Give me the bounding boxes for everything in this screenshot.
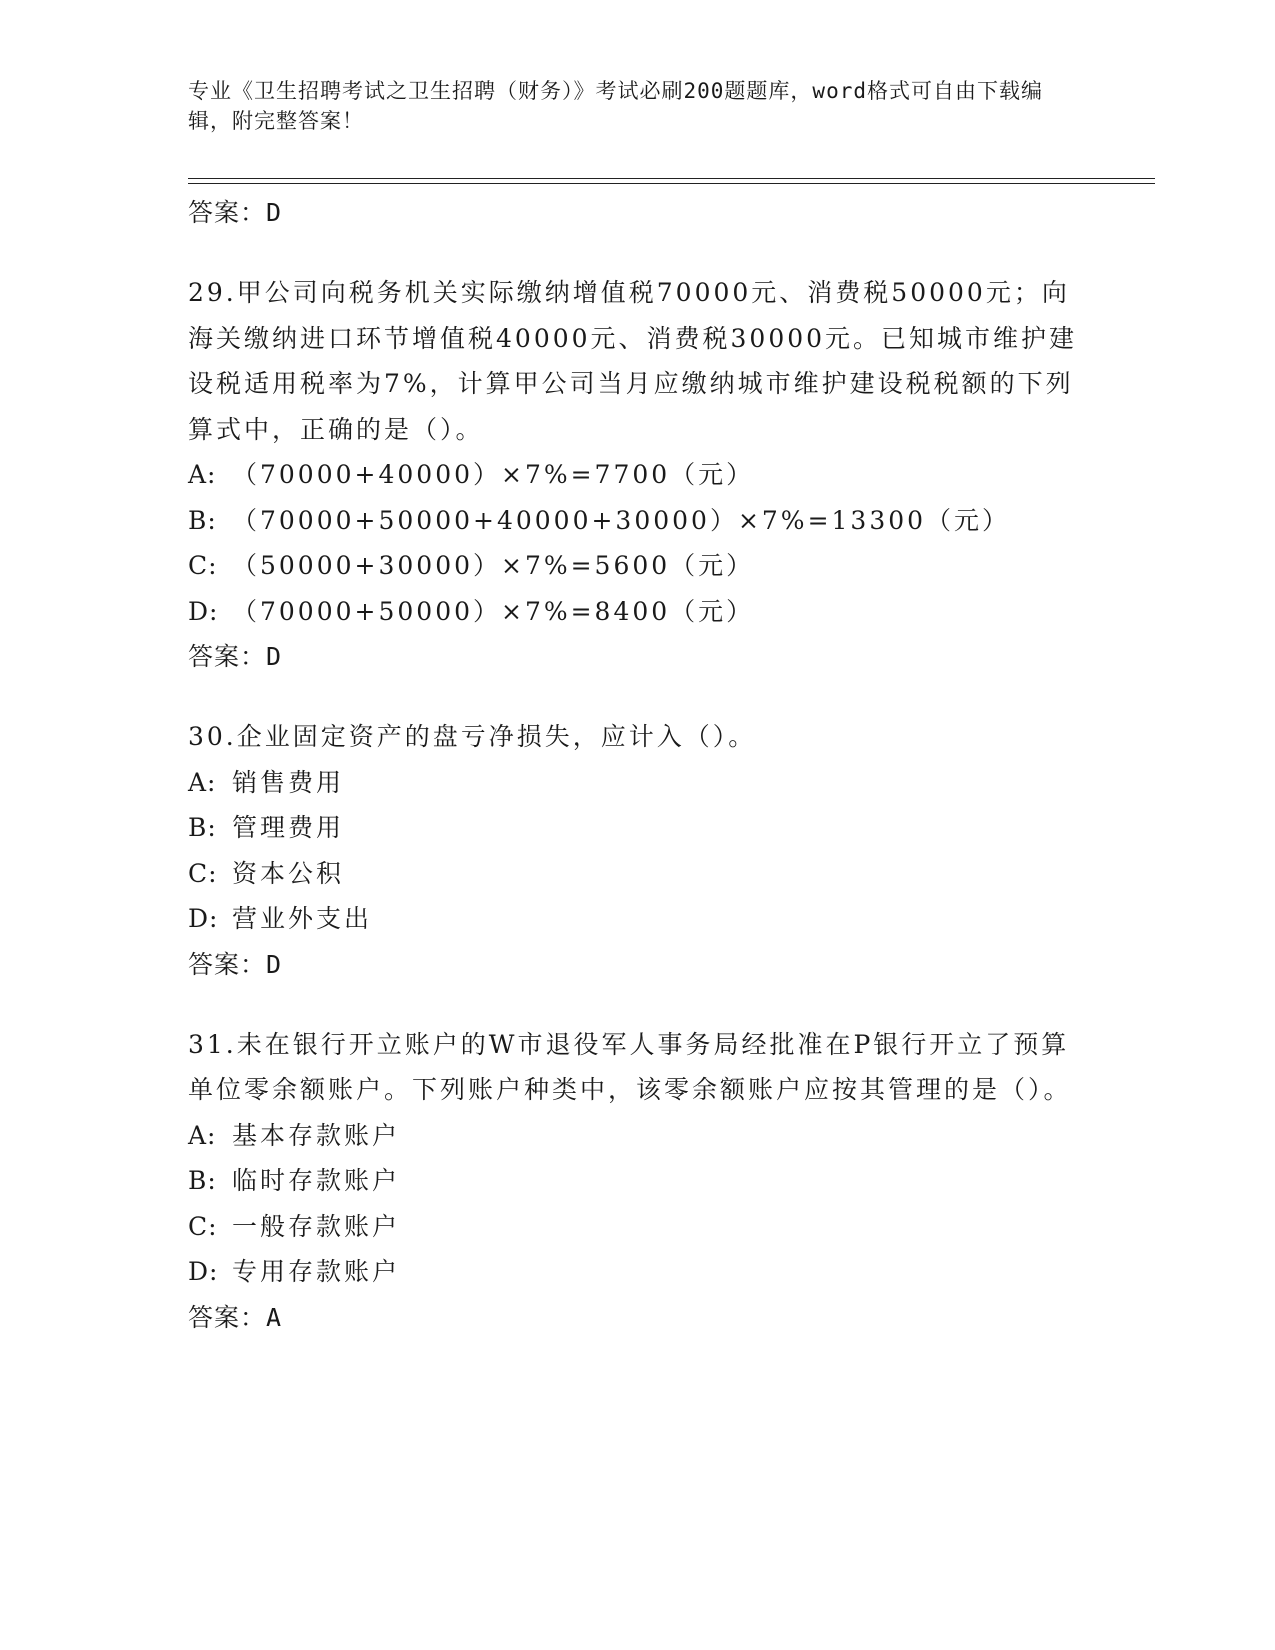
option-letter: C:: [188, 1211, 218, 1241]
option-a: [188, 760, 1088, 806]
option-d: [188, 896, 1088, 942]
option-a: [188, 1113, 1088, 1159]
option-a: [188, 452, 1088, 498]
option-c: [188, 1204, 1088, 1250]
question-answer: 答案：D: [188, 642, 283, 671]
option-b: [188, 805, 1088, 851]
option-c: [188, 851, 1088, 897]
option-letter: D:: [188, 596, 219, 626]
option-text: （70000+50000）×7%=8400（元）: [232, 596, 755, 626]
question-list: [188, 190, 1088, 1341]
header-divider-top: [188, 178, 1155, 179]
option-text: 基本存款账户: [232, 1120, 401, 1150]
option-letter: B:: [188, 813, 217, 842]
option-text: 临时存款账户: [232, 1166, 401, 1195]
option-letter: A:: [188, 460, 217, 489]
option-text: 管理费用: [232, 813, 345, 842]
question-answer: 答案：D: [188, 949, 283, 979]
option-b: [188, 498, 1088, 544]
option-letter: B:: [188, 1166, 217, 1195]
option-letter: C:: [188, 858, 218, 888]
option-d: [188, 1249, 1088, 1295]
option-text: （70000+40000）×7%=7700（元）: [232, 460, 755, 489]
option-d: [188, 589, 1088, 635]
spacer: [188, 236, 1088, 270]
option-text: （50000+30000）×7%=5600（元）: [232, 551, 755, 580]
option-letter: D:: [188, 904, 219, 933]
header-divider-bottom: [188, 183, 1155, 184]
question-stem: 31.未在银行开立账户的W市退役军人事务局经批准在P银行开立了预算单位零余额账户。下列账户种类中，该零余额账户应按其管理的是（）。: [188, 1029, 1072, 1104]
option-letter: A:: [188, 1120, 217, 1150]
question-stem: 29.甲公司向税务机关实际缴纳增值税70000元、消费税50000元；向海关缴纳进口环节增值税40000元、消费税30000元。已知城市维护建设税适用税率为7%，计算甲公司当月应缴纳城市维护建设税税额的下列算式中，正确的是（）。: [188, 278, 1078, 444]
option-letter: C:: [188, 551, 218, 580]
option-c: [188, 543, 1088, 589]
option-text: 营业外支出: [232, 904, 373, 933]
previous-answer: 答案：D: [188, 198, 283, 227]
question-30: [188, 714, 1088, 988]
question-29: [188, 270, 1088, 680]
question-answer: 答案：A: [188, 1302, 283, 1332]
option-text: （70000+50000+40000+30000）×7%=13300（元）: [232, 505, 1011, 535]
document-header: 专业《卫生招聘考试之卫生招聘（财务）》考试必刷200题题库，word格式可自由下载编辑，附完整答案！: [188, 79, 1043, 133]
option-text: 专用存款账户: [232, 1257, 401, 1286]
spacer: [188, 680, 1088, 714]
option-text: 销售费用: [232, 767, 345, 797]
option-b: [188, 1158, 1088, 1204]
option-letter: D:: [188, 1257, 219, 1286]
option-letter: B:: [188, 505, 217, 535]
question-stem: 30.企业固定资产的盘亏净损失，应计入（）。: [188, 722, 757, 751]
spacer: [188, 988, 1088, 1022]
option-text: 一般存款账户: [232, 1211, 401, 1241]
option-text: 资本公积: [232, 858, 345, 888]
option-letter: A:: [188, 767, 217, 797]
question-31: [188, 1022, 1088, 1341]
